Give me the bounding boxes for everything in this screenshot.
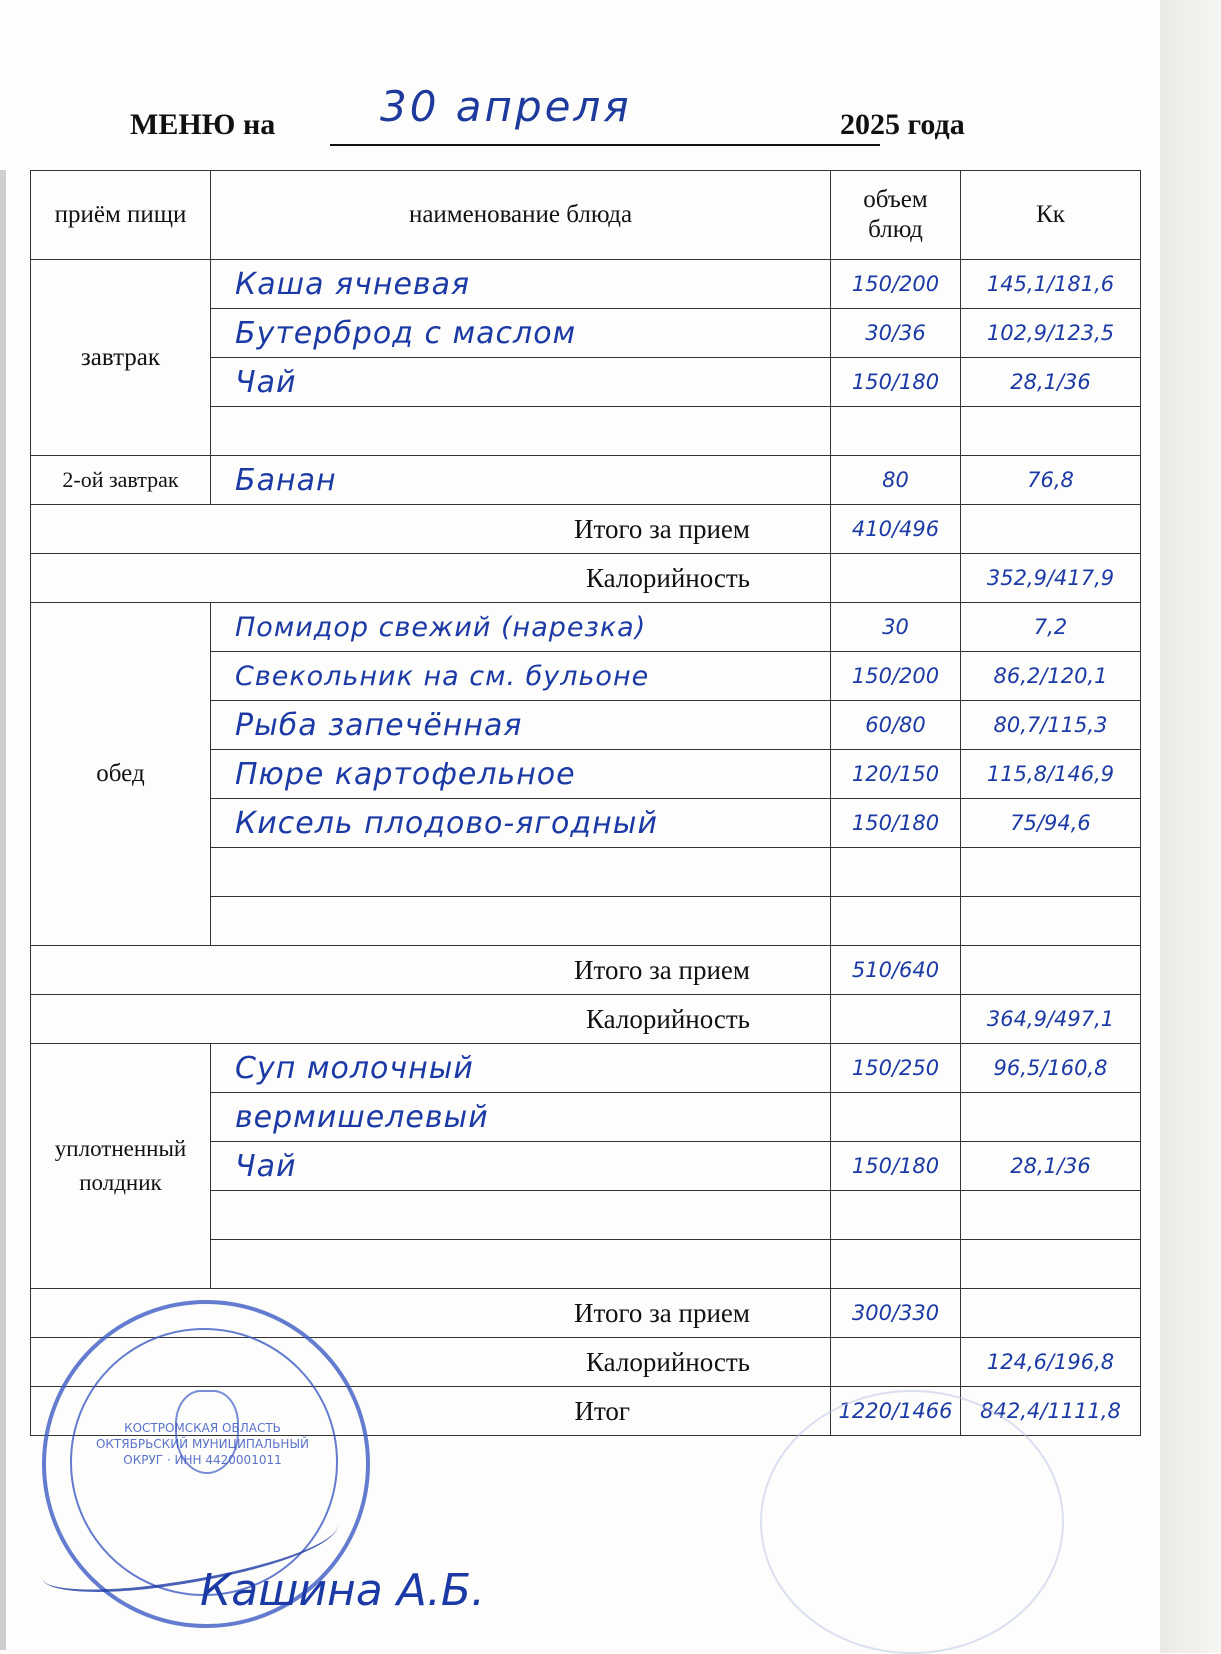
- kcal-cell: 28,1/36: [961, 1142, 1141, 1191]
- dish-cell: [211, 407, 831, 456]
- header-kcal: Кк: [961, 171, 1141, 260]
- header-volume: объем блюд: [831, 171, 961, 260]
- volume-cell: 30/36: [831, 309, 961, 358]
- header-dish: наименование блюда: [211, 171, 831, 260]
- volume-cell: [831, 1338, 961, 1387]
- header-meal: приём пищи: [31, 171, 211, 260]
- volume-cell: [831, 1191, 961, 1240]
- kcal-cell: 7,2: [961, 603, 1141, 652]
- kcal-cell: 115,8/146,9: [961, 750, 1141, 799]
- kcal-cell: 80,7/115,3: [961, 701, 1141, 750]
- volume-cell: 30: [831, 603, 961, 652]
- volume-cell: 60/80: [831, 701, 961, 750]
- grand-total-kcal: 842,4/1111,8: [961, 1387, 1141, 1436]
- kcal-cell: [961, 897, 1141, 946]
- calorie-label: Калорийность: [31, 554, 831, 603]
- calorie-label: Калорийность: [31, 1338, 831, 1387]
- volume-cell: [831, 897, 961, 946]
- dish-cell: [211, 1240, 831, 1289]
- kcal-cell: 76,8: [961, 456, 1141, 505]
- volume-cell: [831, 554, 961, 603]
- dish-cell: Свекольник на см. бульоне: [211, 652, 831, 701]
- volume-cell: [831, 407, 961, 456]
- menu-table: [30, 170, 1141, 1436]
- volume-cell: 150/180: [831, 358, 961, 407]
- dish-cell: Чай: [211, 1142, 831, 1191]
- volume-cell: [831, 1240, 961, 1289]
- total-volume: 510/640: [831, 946, 961, 995]
- header-row: [31, 171, 1141, 260]
- kcal-cell: [961, 1093, 1141, 1142]
- kcal-cell: 75/94,6: [961, 799, 1141, 848]
- dish-cell: Рыба запечённая: [211, 701, 831, 750]
- volume-cell: 120/150: [831, 750, 961, 799]
- kcal-cell: [961, 505, 1141, 554]
- kcal-cell: [961, 407, 1141, 456]
- faint-stamp-impression: [760, 1390, 1064, 1654]
- grand-total-volume: 1220/1466: [831, 1387, 961, 1436]
- calorie-row: [31, 995, 1141, 1044]
- dish-cell: Помидор свежий (нарезка): [211, 603, 831, 652]
- volume-cell: 150/180: [831, 799, 961, 848]
- meal-snack: уплотненный полдник: [31, 1044, 211, 1289]
- volume-cell: [831, 995, 961, 1044]
- stamp-text: КОСТРОМСКАЯ ОБЛАСТЬ ОКТЯБРЬСКИЙ МУНИЦИПАЛЬНЫЙ ОКРУГ · ИНН 4420001011: [95, 1421, 310, 1467]
- table-row: [31, 603, 1141, 652]
- kcal-cell: 86,2/120,1: [961, 652, 1141, 701]
- calorie-label: Калорийность: [31, 995, 831, 1044]
- totals-row: [31, 505, 1141, 554]
- calorie-row: [31, 554, 1141, 603]
- total-label: Итого за прием: [31, 505, 831, 554]
- table-row: [31, 456, 1141, 505]
- dish-cell: Бутерброд с маслом: [211, 309, 831, 358]
- kcal-cell: 96,5/160,8: [961, 1044, 1141, 1093]
- kcal-cell: [961, 1191, 1141, 1240]
- kcal-cell: [961, 1240, 1141, 1289]
- title-date: 30 апреля: [380, 82, 632, 131]
- volume-cell: 150/200: [831, 652, 961, 701]
- volume-cell: 150/200: [831, 260, 961, 309]
- title-prefix: МЕНЮ на: [130, 108, 276, 141]
- table-row: [31, 260, 1141, 309]
- title-suffix: 2025 года: [840, 108, 965, 141]
- volume-cell: [831, 848, 961, 897]
- calorie-value: 124,6/196,8: [961, 1338, 1141, 1387]
- menu-title: [130, 82, 1060, 150]
- dish-cell: Каша ячневая: [211, 260, 831, 309]
- volume-cell: 150/250: [831, 1044, 961, 1093]
- meal-second-breakfast: 2-ой завтрак: [31, 456, 211, 505]
- dish-cell: Пюре картофельное: [211, 750, 831, 799]
- dish-cell: Кисель плодово-ягодный: [211, 799, 831, 848]
- page-left-edge: [0, 170, 6, 1650]
- page-shadow: [1160, 0, 1221, 1653]
- meal-breakfast: завтрак: [31, 260, 211, 456]
- grand-total-label: Итог: [31, 1387, 831, 1436]
- calorie-value: 364,9/497,1: [961, 995, 1141, 1044]
- table-row: [31, 1044, 1141, 1093]
- dish-cell: Банан: [211, 456, 831, 505]
- dish-cell: [211, 848, 831, 897]
- kcal-cell: 28,1/36: [961, 358, 1141, 407]
- calorie-value: 352,9/417,9: [961, 554, 1141, 603]
- signature: Кашина А.Б.: [200, 1565, 486, 1616]
- dish-cell: Чай: [211, 358, 831, 407]
- kcal-cell: [961, 1289, 1141, 1338]
- meal-lunch: обед: [31, 603, 211, 946]
- total-volume: 410/496: [831, 505, 961, 554]
- totals-row: [31, 946, 1141, 995]
- volume-cell: 80: [831, 456, 961, 505]
- kcal-cell: [961, 848, 1141, 897]
- kcal-cell: 145,1/181,6: [961, 260, 1141, 309]
- dish-cell: [211, 897, 831, 946]
- volume-cell: [831, 1093, 961, 1142]
- dish-cell: [211, 1191, 831, 1240]
- dish-cell: вермишелевый: [211, 1093, 831, 1142]
- title-underline: [330, 144, 880, 146]
- dish-cell: Суп молочный: [211, 1044, 831, 1093]
- total-label: Итого за прием: [31, 946, 831, 995]
- kcal-cell: 102,9/123,5: [961, 309, 1141, 358]
- volume-cell: 150/180: [831, 1142, 961, 1191]
- kcal-cell: [961, 946, 1141, 995]
- total-volume: 300/330: [831, 1289, 961, 1338]
- total-label: Итого за прием: [31, 1289, 831, 1338]
